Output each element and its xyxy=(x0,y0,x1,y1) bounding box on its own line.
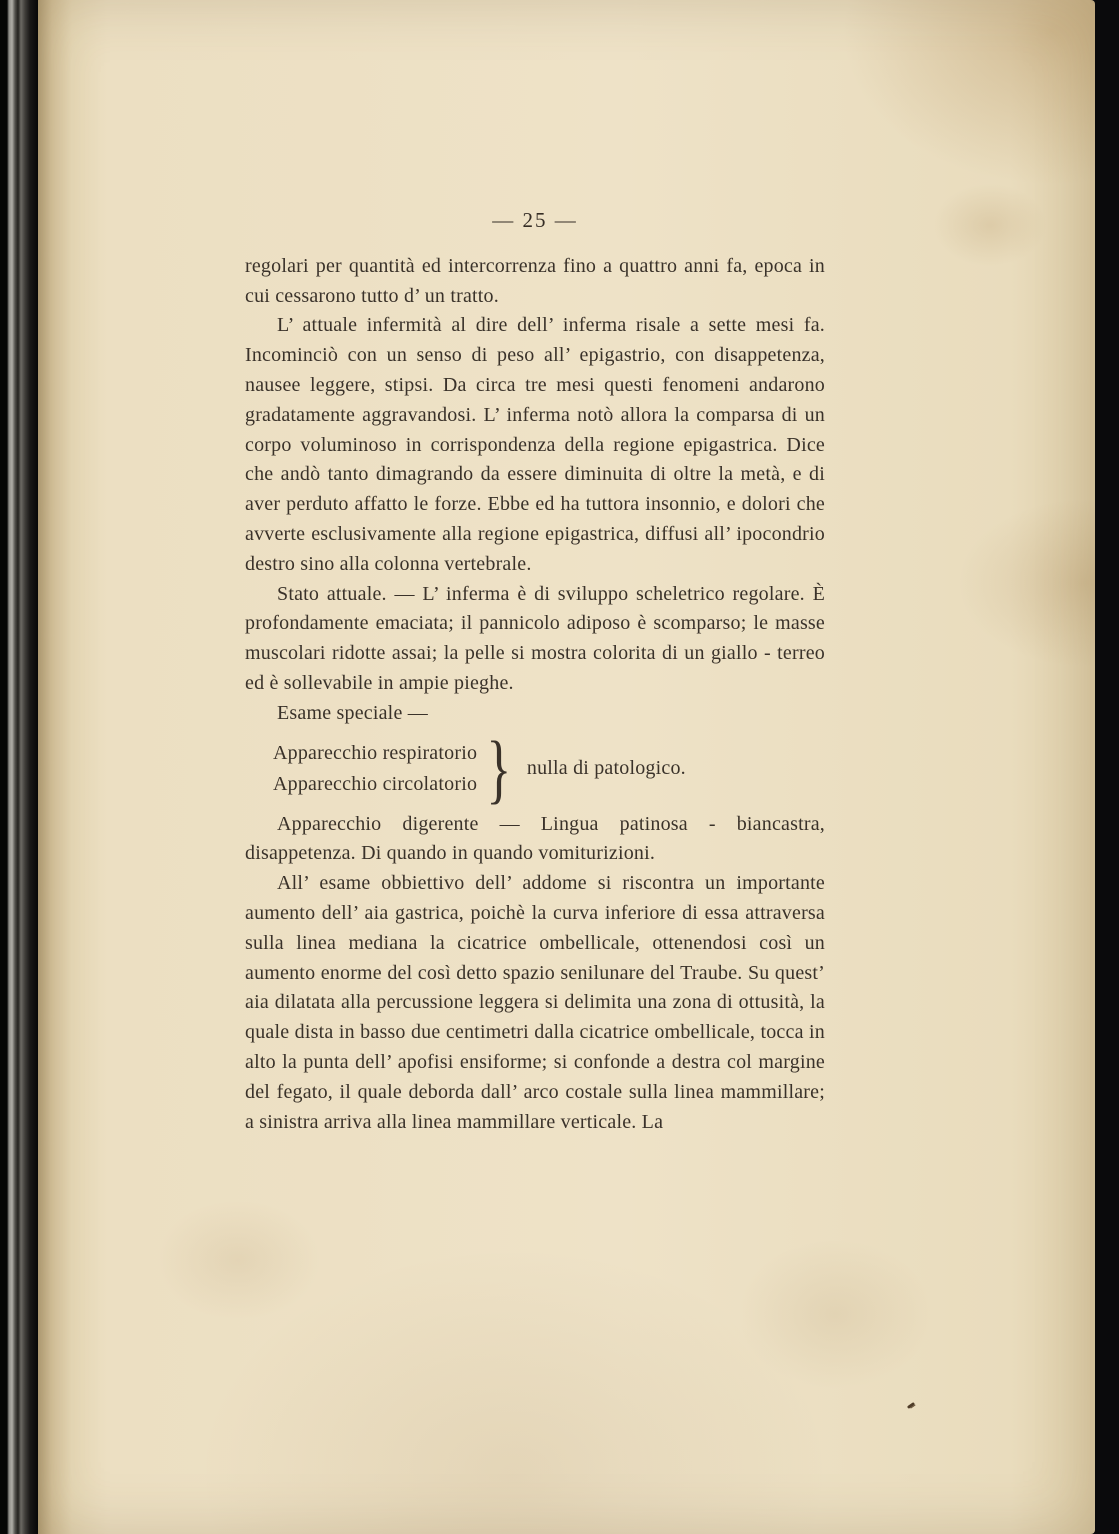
book-spine xyxy=(0,0,38,1534)
paper-stain xyxy=(128,1180,348,1340)
paragraph: Apparecchio digerente — Lingua patinosa - biancastra, disappetenza. Di quando in quando vomiturizioni. xyxy=(245,812,825,865)
exam-apparatus-list xyxy=(273,738,477,801)
right-brace: } xyxy=(486,725,512,813)
ink-speck xyxy=(907,1402,915,1409)
paragraph: All’ esame obbiettivo dell’ addome si riscontra un importante aumento dell’ aia gastrica, poichè la curva inferiore di essa attraversa sulla linea mediana la cicatrice ombellicale, ottenendosi così un aumento enorme del così detto spazio senilunare del Traube. Su quest’ aia dilatata alla percussione leggera si delimita una zona di ottusità, la quale dista in basso due centimetri dalla cicatrice ombellicale, tocca in alto la punta dell’ apofisi ensiforme; si confonde a destra col margine del fegato, il quale deborda dall’ arco costale sulla linea mammillare; a sinistra arriva alla linea mammillare verticale. La xyxy=(245,872,825,1133)
exam-line-circolatorio: Apparecchio circolatorio xyxy=(273,773,478,796)
page-number xyxy=(245,206,825,236)
paper-stain xyxy=(915,170,1065,280)
paragraph: L’ attuale infermità al dire dell’ inferma risale a sette mesi fa. Incominciò con un senso di peso all’ epigastrio, con disappetenza, nausee leggere, stipsi. Da circa tre mesi questi fenomeni andarono gradatamente aggravandosi. L’ inferma notò allora la comparsa di un corpo voluminoso in corrispondenza della regione epigastrica. Dice che andò tanto dimagrando da essere diminuita di oltre la metà, e di aver perduto affatto le forze. Ebbe ed ha tuttora insonnio, e dolori che avverte esclusivamente alla regione epigastrica, diffusi all’ ipocondrio destro sino alla colonna vertebrale. xyxy=(245,314,825,575)
paper-stain xyxy=(705,1214,965,1414)
exam-line-respiratorio: Apparecchio respiratorio xyxy=(273,741,478,764)
paragraph: Stato attuale. — L’ inferma è di sviluppo scheletrico regolare. È profondamente emaciata; il pannicolo adiposo è scomparso; le masse muscolari ridotte assai; la pelle si mostra colorita di un giallo - terreo ed è sollevabile in ampie pieghe. xyxy=(245,582,825,694)
book-page xyxy=(38,0,1095,1534)
exam-result: nulla di patologico. xyxy=(526,757,686,780)
exam-brace-group xyxy=(273,725,825,813)
paragraph: regolari per quantità ed intercorrenza fino a quattro anni fa, epoca in cui cessarono tutto d’ un tratto. xyxy=(245,254,825,307)
page-content xyxy=(245,206,825,1137)
page-number-text: — 25 — xyxy=(492,208,578,232)
paragraph-esame-speciale: Esame speciale — xyxy=(277,701,428,724)
